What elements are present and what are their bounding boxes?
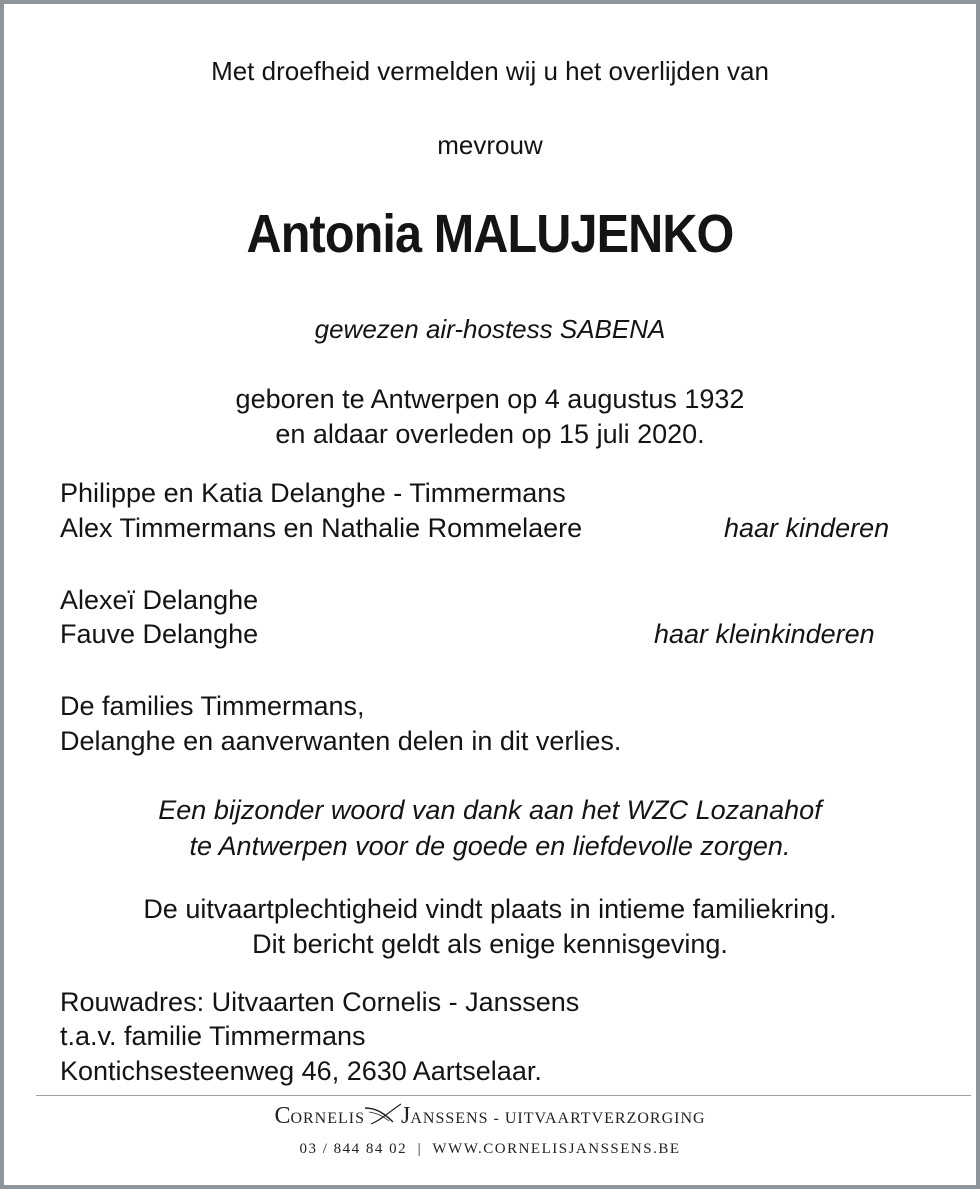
thanks-line: Een bijzonder woord van dank aan het WZC Lozanahof xyxy=(158,795,822,825)
website-link[interactable]: WWW.CORNELISJANSSENS.BE xyxy=(432,1141,681,1157)
funeral-line: Dit bericht geldt als enige kennisgeving. xyxy=(252,929,728,959)
logo-anssens: ANSSENS - UITVAARTVERZORGING xyxy=(410,1110,706,1127)
footer-contact xyxy=(0,1141,980,1158)
address-line: Rouwadres: Uitvaarten Cornelis - Janssens xyxy=(60,987,580,1017)
swoosh-icon xyxy=(363,1102,403,1126)
occupation: gewezen air-hostess SABENA xyxy=(314,314,666,344)
intro-text: Met droefheid vermelden wij u het overlijden van xyxy=(211,56,769,86)
child-name: Philippe en Katia Delanghe - Timmermans xyxy=(60,478,566,508)
families-line: Delanghe en aanverwanten delen in dit verlies. xyxy=(60,726,622,756)
funeral-line: De uitvaartplechtigheid vindt plaats in intieme familiekring. xyxy=(143,894,837,924)
logo-initial-c: C xyxy=(274,1103,291,1129)
child-name: Alex Timmermans en Nathalie Rommelaere xyxy=(60,513,583,543)
logo-ornelis: ORNELIS xyxy=(290,1110,366,1127)
grandchild-name: Alexeï Delanghe xyxy=(60,585,259,615)
logo-initial-j: J xyxy=(401,1103,411,1129)
address-line: Kontichsesteenweg 46, 2630 Aartselaar. xyxy=(60,1056,542,1086)
deceased-name: Antonia MALUJENKO xyxy=(246,204,734,264)
footer-divider xyxy=(36,1095,971,1096)
address-line: t.a.v. familie Timmermans xyxy=(60,1021,366,1051)
contact-separator: | xyxy=(417,1141,423,1157)
children-role: haar kinderen xyxy=(724,513,890,543)
grandchildren-role: haar kleinkinderen xyxy=(654,619,875,649)
families-line: De families Timmermans, xyxy=(60,691,365,721)
thanks-line: te Antwerpen voor de goede en liefdevolle zorgen. xyxy=(189,831,791,861)
birth-line: geboren te Antwerpen op 4 augustus 1932 xyxy=(235,384,745,414)
death-line: en aldaar overleden op 15 juli 2020. xyxy=(275,419,705,449)
phone-number: 03 / 844 84 02 xyxy=(299,1141,408,1157)
grandchild-name: Fauve Delanghe xyxy=(60,619,259,649)
funeral-home-logo xyxy=(0,1102,980,1130)
salutation: mevrouw xyxy=(437,130,543,160)
